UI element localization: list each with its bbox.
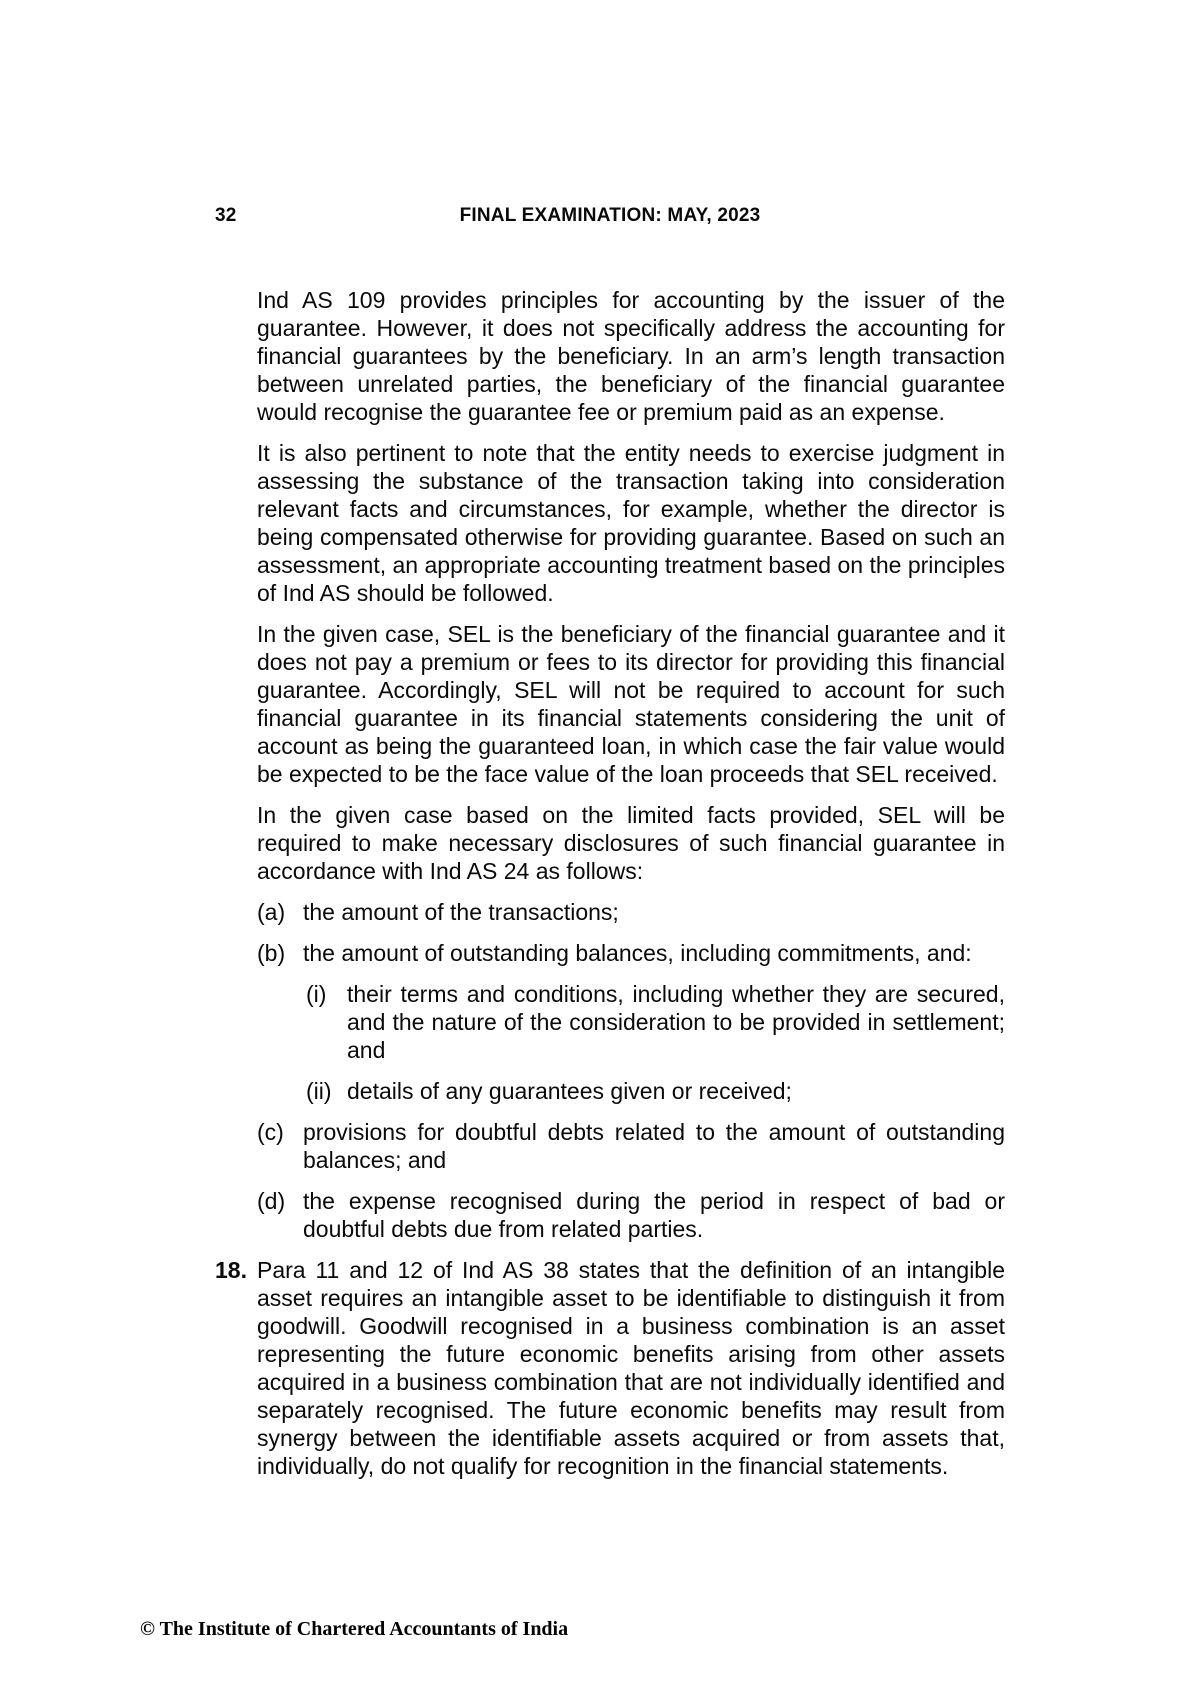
list-item-d bbox=[257, 1187, 1005, 1243]
sub-item-i-label: (i) bbox=[306, 981, 327, 1007]
para-entity-judgment: It is also pertinent to note that the entity needs to exercise judgment in assessing the substance of the transaction taking into consideration relevant facts and circumstances, for example, whether the director is being compensated otherwise for providing guarantee. Based on such an assessment, an appropriate accounting treatment based on the principles of Ind AS should be followed. bbox=[257, 440, 1005, 606]
list-item-c bbox=[257, 1118, 1005, 1174]
list-item-a bbox=[257, 898, 1005, 926]
list-item-c-label: (c) bbox=[257, 1119, 284, 1145]
question-18 bbox=[215, 1256, 1005, 1480]
list-item-c-text: provisions for doubtful debts related to the amount of outstanding balances; and bbox=[303, 1119, 1005, 1173]
sub-item-ii-text: details of any guarantees given or received; bbox=[347, 1078, 792, 1104]
sub-item-i bbox=[306, 980, 1005, 1064]
para-sel-disclosures: In the given case based on the limited facts provided, SEL will be required to make necessary disclosures of such financial guarantee in accordance with Ind AS 24 as follows: bbox=[257, 802, 1005, 884]
page-title: FINAL EXAMINATION: MAY, 2023 bbox=[459, 205, 761, 226]
question-18-text: Para 11 and 12 of Ind AS 38 states that the definition of an intangible asset requires an intangible asset to be identifiable to distinguish it from goodwill. Goodwill recognised in a business combination is an asset representing the future economic benefits arising from other assets acquired in a business combination that are not individually identified and separately recognised. The future economic benefits may result from synergy between the identifiable assets acquired or from assets that, individually, do not qualify for recognition in the financial statements. bbox=[257, 1257, 1005, 1479]
document-body bbox=[215, 286, 1005, 1480]
list-item-b bbox=[257, 939, 1005, 967]
list-item-a-label: (a) bbox=[257, 899, 286, 925]
list-item-d-text: the expense recognised during the period in respect of bad or doubtful debts due from related parties. bbox=[303, 1188, 1005, 1242]
question-18-number: 18. bbox=[215, 1257, 247, 1283]
list-item-b-text: the amount of outstanding balances, including commitments, and: bbox=[303, 940, 972, 966]
list-item-a-text: the amount of the transactions; bbox=[303, 899, 619, 925]
sub-item-ii-label: (ii) bbox=[306, 1078, 332, 1104]
sub-item-ii bbox=[306, 1077, 1005, 1105]
copyright-notice: © The Institute of Chartered Accountants of India bbox=[140, 1618, 569, 1640]
para-sel-beneficiary: In the given case, SEL is the beneficiary of the financial guarantee and it does not pay a premium or fees to its director for providing this financial guarantee. Accordingly, SEL will not be required to account for such financial guarantee in its financial statements considering the unit of account as being the guaranteed loan, in which case the fair value would be expected to be the face value of the loan proceeds that SEL received. bbox=[257, 621, 1005, 787]
sub-item-i-text: their terms and conditions, including whether they are secured, and the nature of the consideration to be provided in settlement; and bbox=[347, 981, 1005, 1063]
page-header bbox=[215, 205, 1005, 231]
list-item-d-label: (d) bbox=[257, 1188, 286, 1214]
para-ind-as-109-issuer: Ind AS 109 provides principles for accounting by the issuer of the guarantee. However, it does not specifically address the accounting for financial guarantees by the beneficiary. In an arm’s length transaction between unrelated parties, the beneficiary of the financial guarantee would recognise the guarantee fee or premium paid as an expense. bbox=[257, 287, 1005, 425]
list-item-b-label: (b) bbox=[257, 940, 286, 966]
page-number: 32 bbox=[215, 205, 237, 226]
